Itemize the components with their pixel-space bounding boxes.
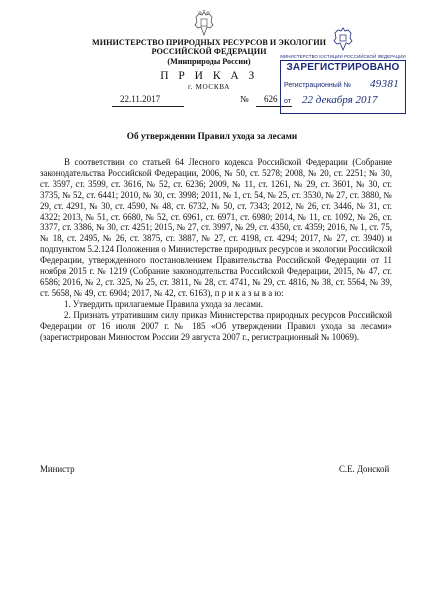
stamp-reg-number: 49381 xyxy=(370,78,399,90)
signer-position: Министр xyxy=(40,464,75,474)
state-emblem-icon xyxy=(192,10,216,37)
stamp-date-value: 22 декабря 2017 xyxy=(302,94,378,106)
document-number: 626 xyxy=(264,94,278,104)
stamp-title: ЗАРЕГИСТРИРОВАНО xyxy=(286,62,400,73)
document-city: г. МОСКВА xyxy=(188,83,230,91)
date-underline xyxy=(112,106,184,107)
document-type: П Р И К А З xyxy=(160,70,258,82)
document-body xyxy=(40,157,392,342)
signer-name: С.Е. Донской xyxy=(339,464,390,474)
ministry-short-name: (Минприроды России) xyxy=(167,56,251,66)
stamp-emblem-icon xyxy=(332,26,354,52)
ministry-name-line1: МИНИСТЕРСТВО ПРИРОДНЫХ РЕСУРСОВ И ЭКОЛОГИИ xyxy=(92,38,326,47)
registration-stamp xyxy=(280,26,406,116)
document-title: Об утверждении Правил ухода за лесами xyxy=(126,131,298,141)
order-item-1: 1. Утвердить прилагаемые Правила ухода за лесами. xyxy=(64,298,263,309)
number-sign: № xyxy=(240,94,249,104)
stamp-organization: МИНИСТЕРСТВО ЮСТИЦИИ РОССИЙСКОЙ ФЕДЕРАЦИИ xyxy=(280,54,406,59)
ministry-name-line2: РОССИЙСКОЙ ФЕДЕРАЦИИ xyxy=(151,47,267,57)
document-date: 22.11.2017 xyxy=(120,94,161,104)
order-item-2: 2. Признать утратившим силу приказ Министерства природных ресурсов Российской Федерации от 16 июля 2007 г. № 185 «Об утверждении Правил ухода за лесами» (зарегистрирован Минюстом России 29 августа 2007 г., регистрационный № 10069). xyxy=(40,309,392,342)
preamble-paragraph: В соответствии со статьей 64 Лесного кодекса Российской Федерации (Собрание законодательства Российской Федерации, 2006, № 50, ст. 5278; 2008, № 20, ст. 2251; № 30, ст. 3597, ст. 3599, ст. 3616, № 52, ст. 6236; 2009, № 11, ст. 1261, № 29, ст. 3601, № 30, ст. 3735, № 52, ст. 6441; 2010, № 30, ст. 3998; 2011, № 1, ст. 54, № 25, ст. 3530, № 27, ст. 3880, № 29, ст. 4291, № 30, ст. 4590, № 48, ст. 6732, № 50, ст. 7343; 2012, № 26, ст. 3446, № 31, ст. 4322; 2013, № 51, ст. 6680, № 52, ст. 6961, ст. 6971, ст. 6980; 2014, № 11, ст. 1092, № 26, ст. 3377, ст. 3386, № 30, ст. 4251; 2015, № 27, ст. 3997, № 29, ст. 4350, ст. 4359; 2016, № 1, ст. 75, № 18, ст. 2495, № 26, ст. 3875, ст. 3887, № 27, ст. 4198, ст. 4294; 2017, № 27, ст. 3940) и подпунктом 5.2.124 Положения о Министерстве природных ресурсов и экологии Российской Федерации, утвержденного постановлением Правительства Российской Федерации от 11 ноября 2015 г. № 1219 (Собрание законодательства Российской Федерации, 2015, № 47, ст. 6586; 2016, № 2, ст. 325, № 25, ст. 3811, № 28, ст. 4741, № 29, ст. 4816, № 38, ст. 5564, № 39, ст. 5658, № 49, ст. 6904; 2017, № 42, ст. 6163), п р и к а з ы в а ю: xyxy=(40,157,392,298)
stamp-date-label: от xyxy=(284,98,291,105)
stamp-reg-label: Регистрационный № xyxy=(284,82,352,89)
